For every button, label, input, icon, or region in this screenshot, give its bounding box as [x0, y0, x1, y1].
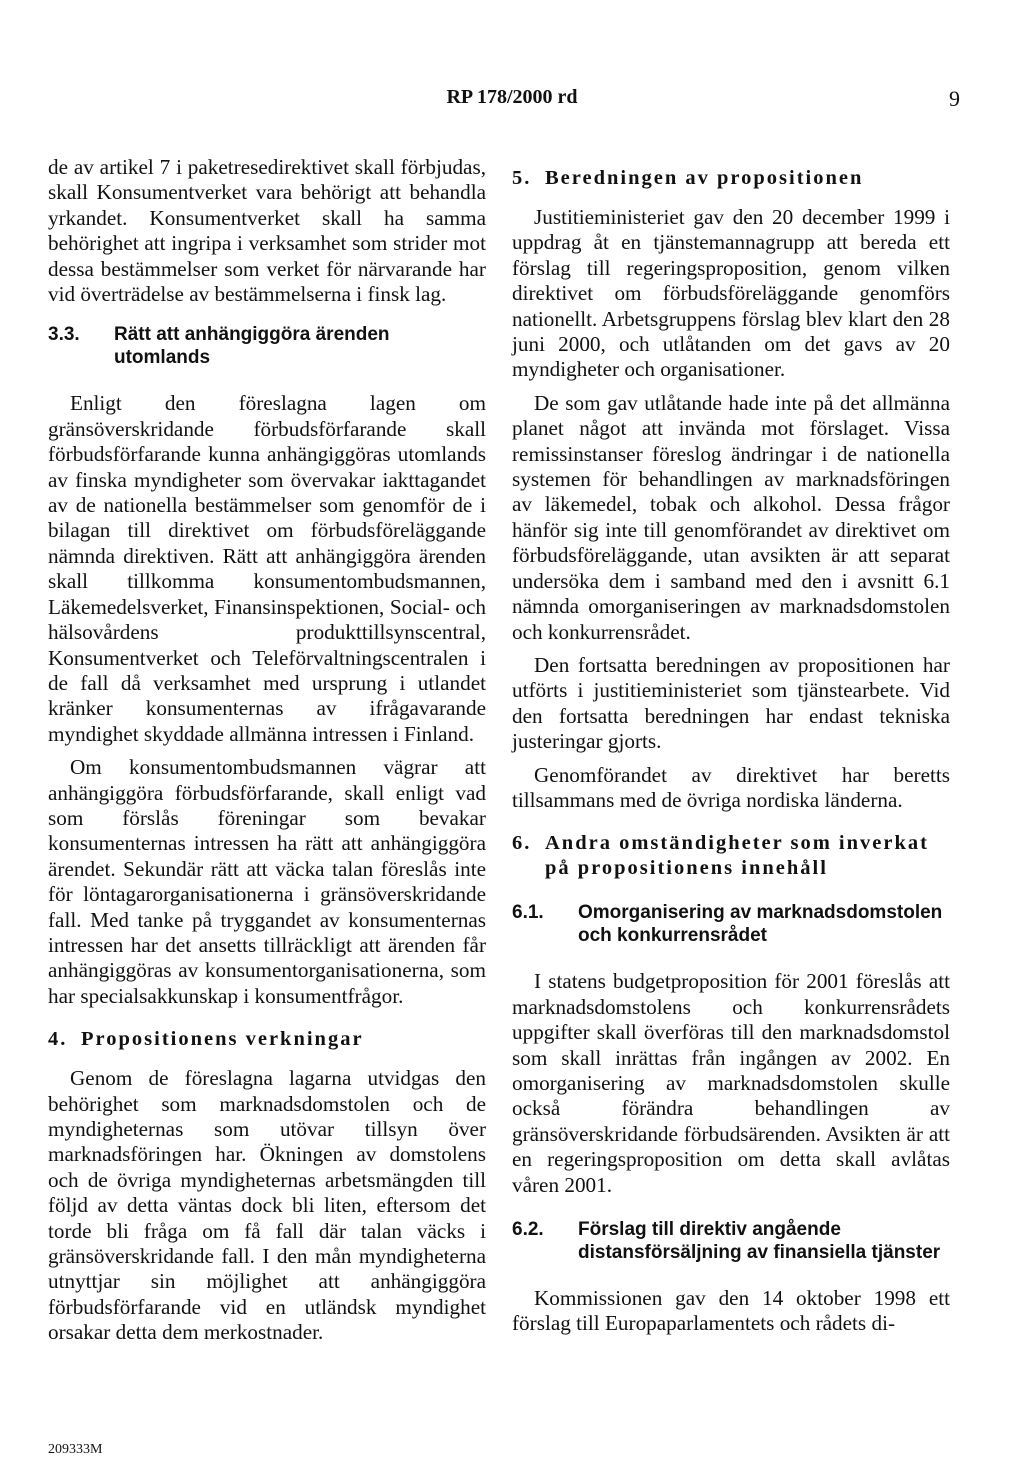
right-column — [512, 167, 950, 1345]
section-heading — [512, 831, 950, 881]
subsection-number: 6.2. — [512, 1219, 544, 1240]
left-column — [48, 155, 486, 1354]
section-title: Propositionens verkningar — [81, 1028, 364, 1051]
section-title: Beredningen av propositionen — [545, 167, 864, 189]
paragraph: Genom de föreslagna lagarna utvidgas den behörighet som marknadsdomstolen och de myndigheternas som utövar tillsyn över marknadsföringen har. Ökningen av domstolens och de övriga myndigheternas arbetsmängden till följd av detta väntas dock bli liten, eftersom det torde bli fråga om få fall där talan väcks i gränsöverskridande fall. I den mån myndigheterna utnyttjar sin möjlighet att anhängiggöra förbudsförfarande vid en utländsk myndighet orsakar detta dem merkostnader. — [48, 1066, 486, 1345]
section-title: Andra omständigheter som inverkat på propositionens innehåll — [545, 832, 929, 880]
section-number: 5. — [512, 167, 532, 189]
section-number: 4. — [48, 1028, 68, 1051]
subsection-heading — [48, 323, 486, 369]
section-heading — [512, 166, 950, 191]
subsection-heading — [512, 1218, 950, 1264]
subsection-number: 3.3. — [48, 324, 80, 346]
paragraph: Justitieministeriet gav den 20 december 1999 i uppdrag åt en tjänstemannagrupp att bereda ett förslag till regeringsproposition, genom vilken direktivet om förbudsföreläggande genomförs nationellt. Arbetsgruppens förslag blev klart den 28 juni 2000, och utlåtanden om det gavs av 20 myndigheter och organisationer. — [512, 205, 950, 382]
paragraph: Genomförandet av direktivet har beretts tillsammans med de övriga nordiska länderna. — [512, 762, 950, 812]
page-number: 9 — [949, 86, 960, 111]
subsection-title: Förslag till direktiv angående distansförsäljning av finansiella tjänster — [578, 1219, 941, 1263]
paragraph: Enligt den föreslagna lagen om gränsöverskridande förbudsförfarande skall förbudsförfarande kunna anhängiggöras utomlands av finska myndigheter som övervakar iakttagandet av de nationella bestämmelser som genomför de i bilagan till direktivet om förbudsföreläggande nämnda direktiven. Rätt att anhängiggöra ärenden skall tillkomma konsumentombudsmannen, Läkemedelsverket, Finansinspektionen, Social- och hälsovårdens produkttillsynscentral, Konsumentverket och Teleförvaltningscentralen i de fall då verksamhet med ursprung i utlandet kränker konsumenternas av ifrågavarande myndighet skyddade allmänna intressen i Finland. — [48, 391, 486, 746]
subsection-number: 6.1. — [512, 902, 544, 924]
paragraph: Kommissionen gav den 14 oktober 1998 ett förslag till Europaparlamentets och rådets di- — [512, 1286, 950, 1336]
page-header-title: RP 178/2000 rd — [446, 86, 578, 108]
paragraph: I statens budgetproposition för 2001 föreslås att marknadsdomstolens och konkurrensrådets uppgifter skall överföras till den marknadsdomstol som skall inrättas från ingången av 2002. En omorganisering av marknadsdomstolen skulle också förändra behandlingen av gränsöverskridande förbudsärenden. Avsikten är att en regeringsproposition om detta skall avlåtas våren 2001. — [512, 969, 950, 1197]
paragraph: Om konsumentombudsmannen vägrar att anhängiggöra förbudsförfarande, skall enligt vad som förslås föreningar som bevakar konsumenternas intressen ha rätt att anhängiggöra ärendet. Sekundär rätt att väcka talan föreslås inte för löntagarorganisationerna i gränsöverskridande fall. Med tanke på tryggandet av konsumenternas intressen har det ansetts tillräckligt att ärenden får anhängiggöras av konsumentorganisationerna, som har specialsakkunskap i konsumentfrågor. — [48, 755, 486, 1008]
subsection-title: Omorganisering av marknadsdomstolen och konkurrensrådet — [578, 902, 943, 947]
section-heading — [48, 1027, 486, 1052]
paragraph: Den fortsatta beredningen av propositionen har utförts i justitieministeriet som tjänstearbete. Vid den fortsatta beredningen har endast tekniska justeringar gjorts. — [512, 652, 950, 754]
paragraph: de av artikel 7 i paketresedirektivet skall förbjudas, skall Konsumentverket vara behörigt att behandla yrkandet. Konsumentverket skall ha samma behörighet att ingripa i verksamhet som strider mot dessa bestämmelser som verket för närvarande har vid överträdelse av bestämmelserna i finsk lag. — [48, 155, 486, 307]
subsection-heading — [512, 901, 950, 947]
print-code: 209333M — [48, 1442, 103, 1457]
subsection-title: Rätt att anhängiggöra ärenden utomlands — [114, 324, 390, 369]
paragraph: De som gav utlåtande hade inte på det allmänna planet något att invända mot förslaget. Vissa remissinstanser föreslog ändringar i de nationella systemen för behandlingen av marknadsföringen av läkemedel, tobak och alkohol. Dessa frågor hänför sig inte till genomförandet av direktivet om förbudsföreläggande, utan avsikten är att separat undersöka dem i samband med den i avsnitt 6.1 nämnda omorganiseringen av marknadsdomstolen och konkurrensrådet. — [512, 390, 950, 644]
section-number: 6. — [512, 832, 532, 855]
